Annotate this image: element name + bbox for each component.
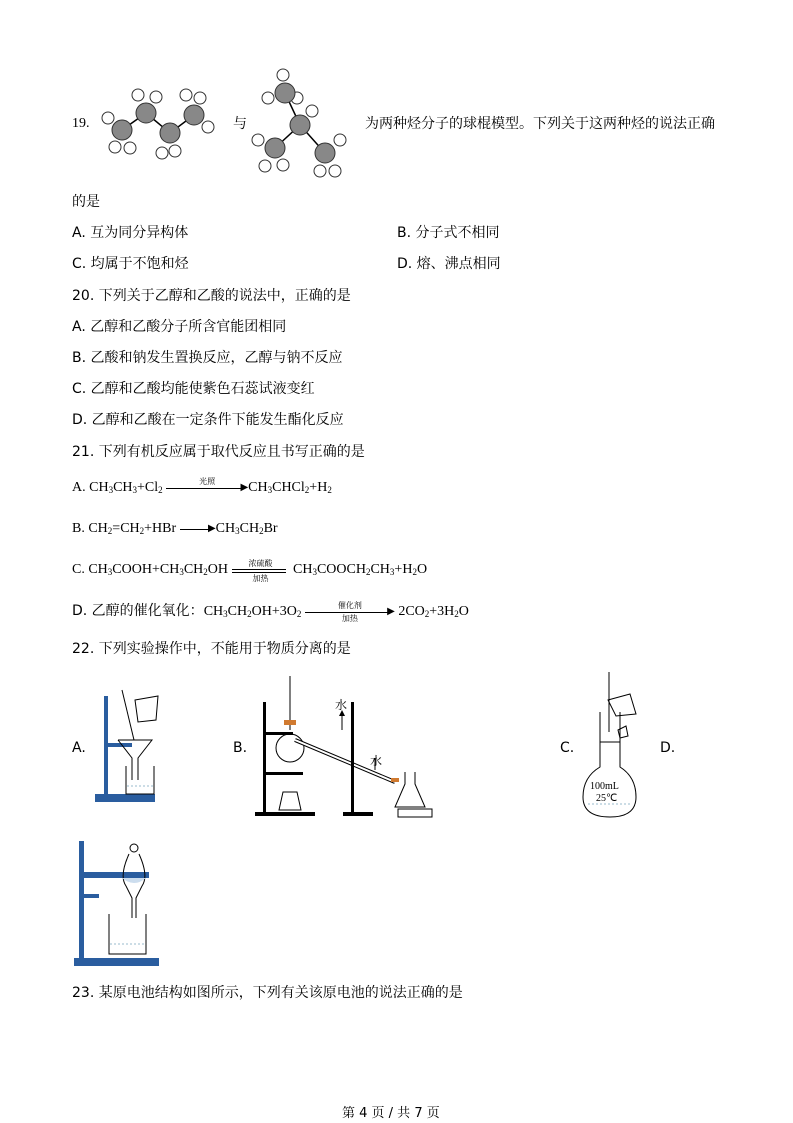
q21-option-c: C. $CH_3COOH+CH_3CH_2OH$ 浓硫酸 加热 $CH_3COOCH_2CH_3+H_2O$ xyxy=(72,559,428,583)
reaction-condition: 光照 xyxy=(199,477,216,486)
option-b-label: B. xyxy=(233,740,248,756)
reversible-arrow xyxy=(232,559,290,581)
flask-temperature: 25℃ xyxy=(596,793,618,804)
reaction-condition: 加热 xyxy=(341,614,358,623)
q19-option-c: C. 均属于不饱和烃 xyxy=(72,256,189,272)
option-c-label: C. xyxy=(560,740,575,756)
reaction-arrow: 光照 ▶ xyxy=(166,477,248,499)
option-label: A. xyxy=(72,480,86,496)
q19-stem: 为两种烃分子的球棍模型。下列关于这两种烃的说法正确 xyxy=(365,116,715,132)
water-outlet-label: 水 xyxy=(370,754,383,768)
q22-stem: 22. 下列实验操作中，不能用于物质分离的是 xyxy=(72,641,351,657)
q19-stem-end: 的是 xyxy=(72,194,100,210)
q21-option-d: D. 乙醇的催化氧化：$CH_3CH_2OH+3O_2$ 催化剂 ▶ 加热 $2CO_2+3H_2O$ xyxy=(72,601,469,623)
q20-option-b: B. 乙酸和钠发生置换反应，乙醇与钠不反应 xyxy=(72,350,343,366)
filtration-apparatus xyxy=(90,688,165,806)
q20-stem: 20. 下列关于乙醇和乙酸的说法中，正确的是 xyxy=(72,288,351,304)
q21-option-a: A. $CH_3CH_3+Cl_2$ 光照 ▶ $CH_3CHCl_2+H_2$ xyxy=(72,477,332,499)
flask-volume: 100mL xyxy=(590,781,619,792)
q20-option-c: C. 乙醇和乙酸均能使紫色石蕊试液变红 xyxy=(72,381,315,397)
option-a-label: A. xyxy=(72,740,86,756)
option-label: C. xyxy=(72,562,85,578)
butane-ball-stick-model xyxy=(98,85,223,160)
reaction-arrow: 催化剂 ▶ 加热 xyxy=(305,601,395,623)
q19-option-a: A. 互为同分异构体 xyxy=(72,225,189,241)
reaction-condition: 浓硫酸 xyxy=(248,559,273,568)
question-number-19: 19. xyxy=(72,116,90,131)
option-d-label: D. xyxy=(660,740,676,756)
separatory-funnel-apparatus xyxy=(74,836,164,968)
q20-option-d: D. 乙醇和乙酸在一定条件下能发生酯化反应 xyxy=(72,412,344,428)
isobutane-ball-stick-model xyxy=(250,68,355,178)
q21-stem: 21. 下列有机反应属于取代反应且书写正确的是 xyxy=(72,444,365,460)
q19-option-d: D. 熔、沸点相同 xyxy=(397,256,501,272)
q21-option-b: B. $CH_2=CH_2+HBr$ ▶ $CH_3CH_2Br$ xyxy=(72,518,278,540)
reaction-condition: 加热 xyxy=(252,574,269,583)
q23-stem: 23. 某原电池结构如图所示，下列有关该原电池的说法正确的是 xyxy=(72,985,463,1001)
connector-text: 与 xyxy=(233,116,247,132)
option-label: D. 乙醇的催化氧化： xyxy=(72,603,204,620)
reaction-arrow: ▶ xyxy=(180,518,216,540)
option-label: B. xyxy=(72,521,85,537)
reaction-condition: 催化剂 xyxy=(337,601,362,610)
q19-option-b: B. 分子式不相同 xyxy=(397,225,500,241)
distillation-apparatus xyxy=(255,672,440,820)
water-inlet-label: 水 xyxy=(335,698,348,712)
q20-option-a: A. 乙醇和乙酸分子所含官能团相同 xyxy=(72,319,287,335)
page-footer: 第 4 页 / 共 7 页 xyxy=(342,1106,440,1121)
